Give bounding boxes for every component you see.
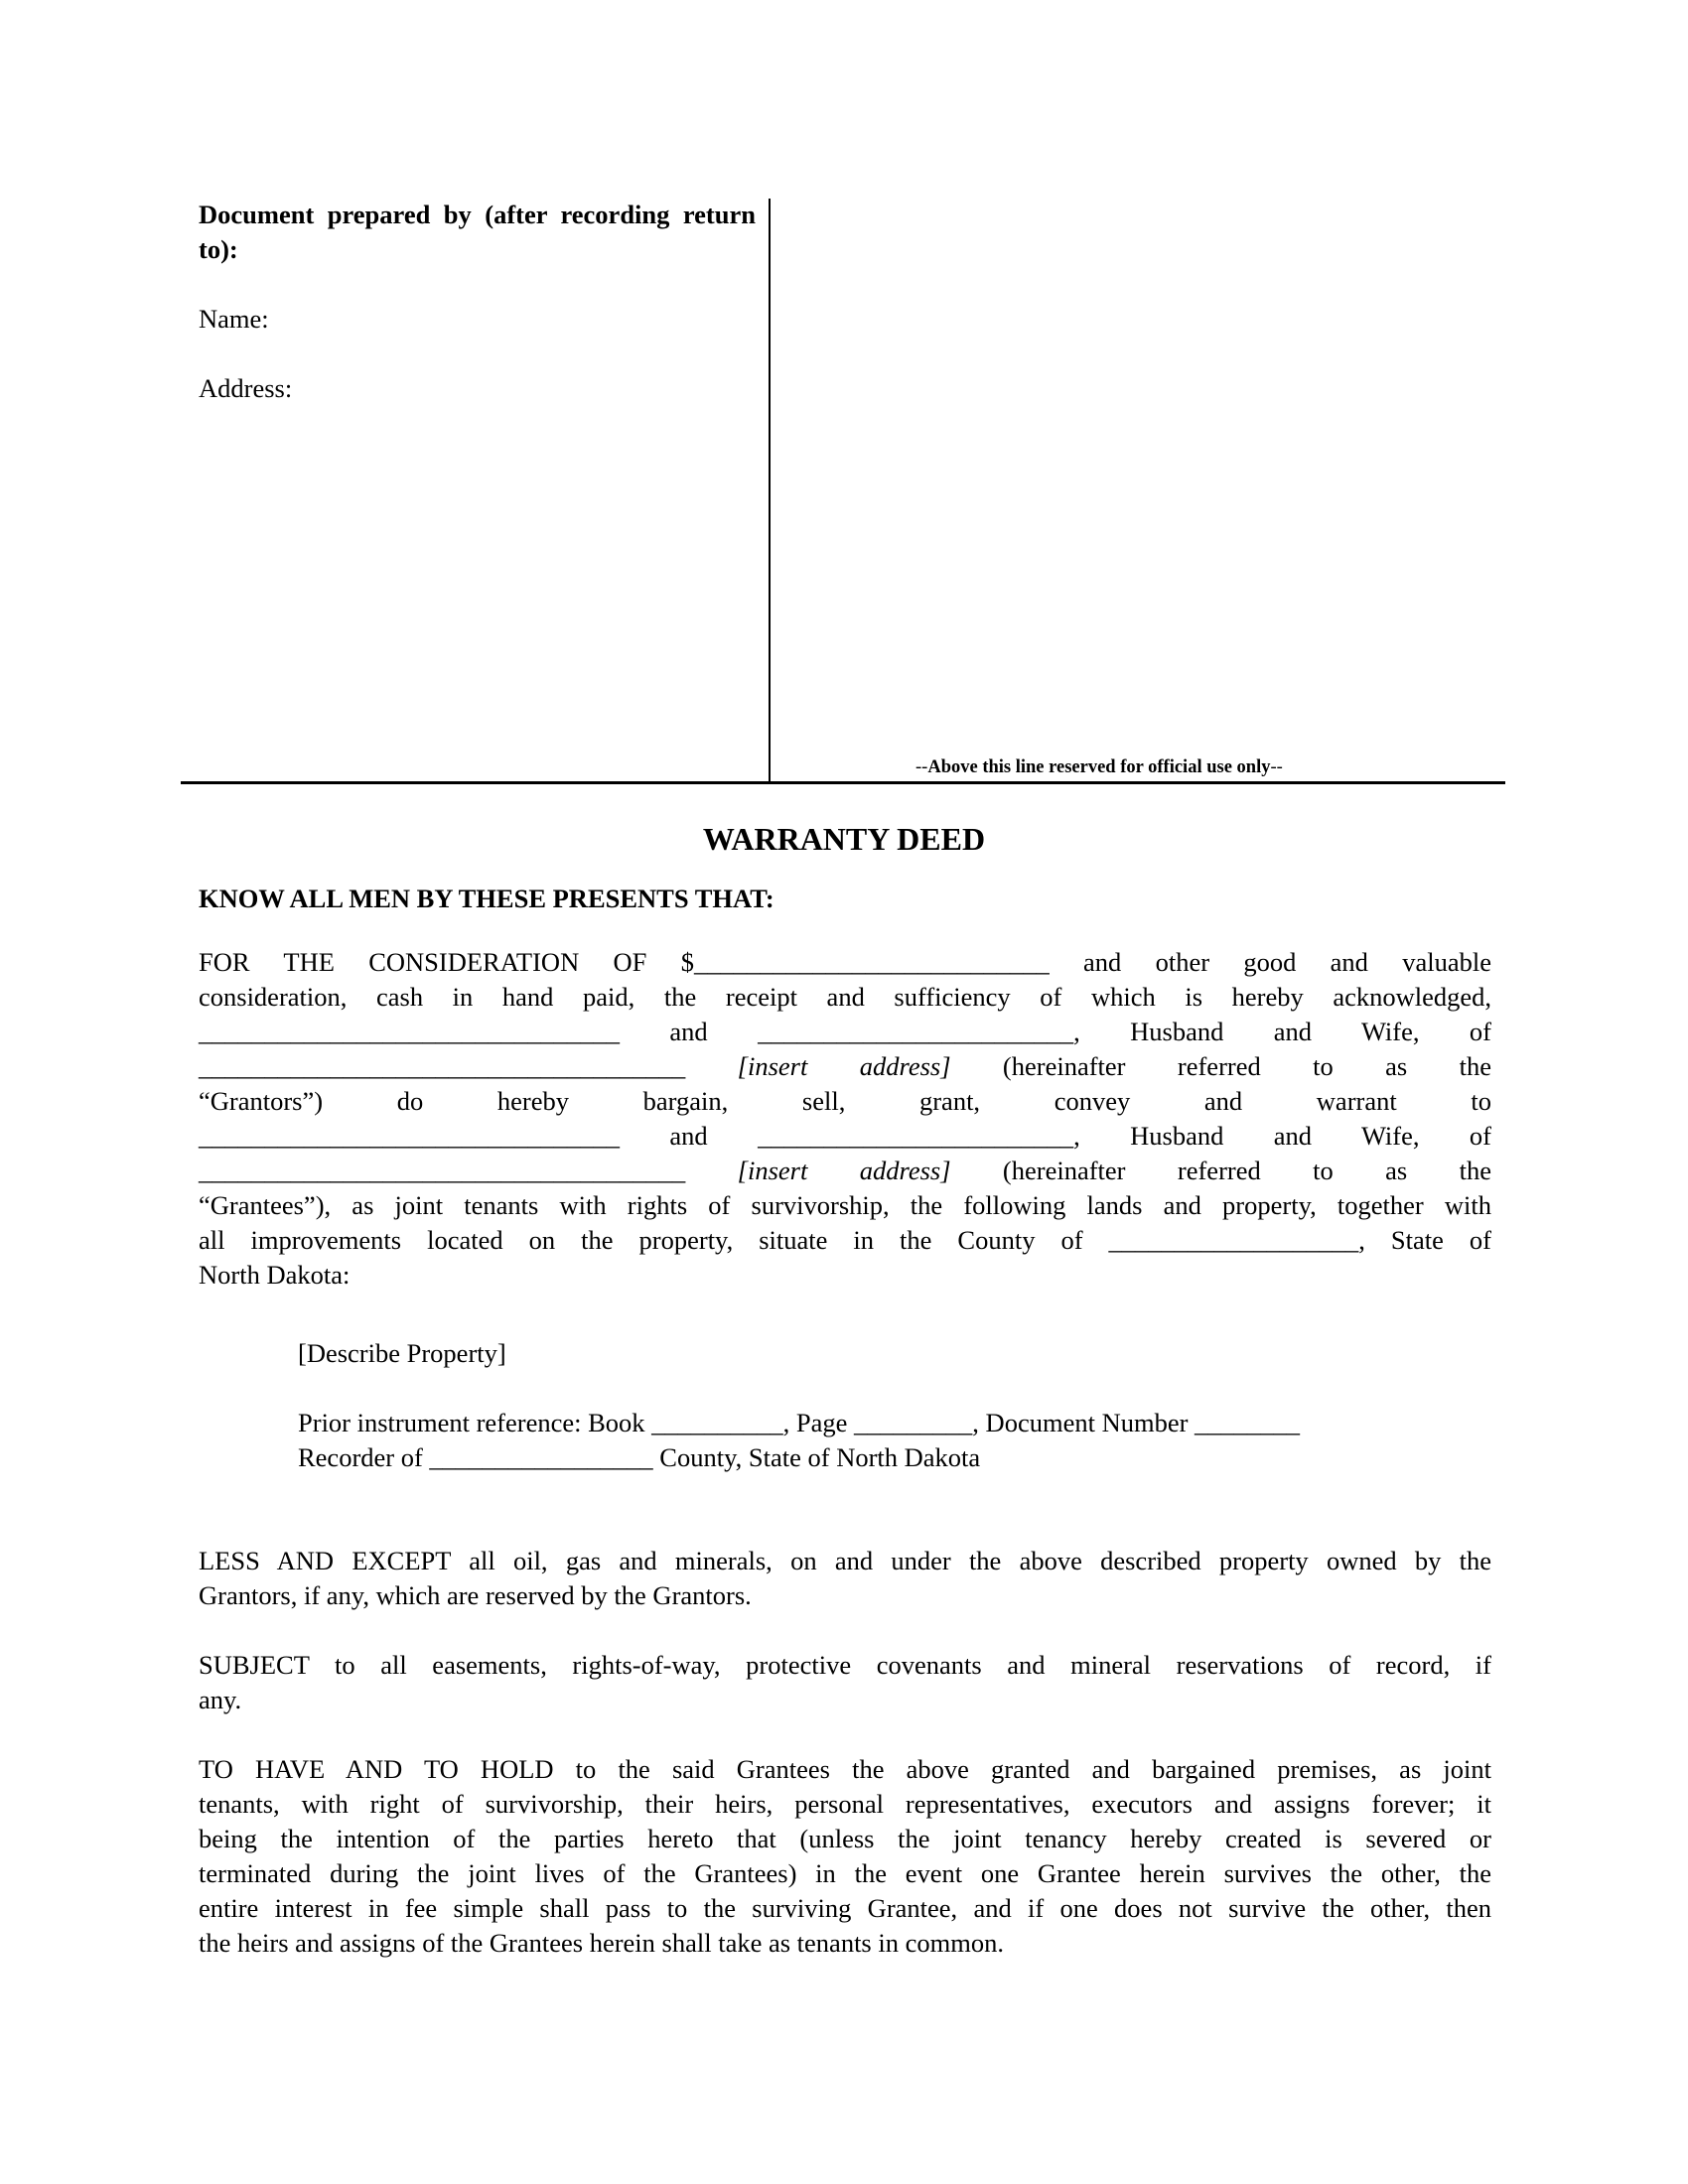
intro-heading: KNOW ALL MEN BY THESE PRESENTS THAT:: [199, 884, 774, 913]
paragraph-line: the heirs and assigns of the Grantees herein shall take as tenants in common.: [199, 1928, 1004, 1958]
address-label: Address:: [199, 373, 293, 403]
paragraph-line: SUBJECT to all easements, rights-of-way, protective covenants and mineral reservations of record, if: [199, 1650, 1491, 1680]
recorder-line: Recorder of _________________ County, State of North Dakota: [298, 1442, 981, 1472]
paragraph-line: “Grantors”) do hereby bargain, sell, grant, convey and warrant to: [199, 1086, 1491, 1116]
paragraph-line: tenants, with right of survivorship, their heirs, personal representatives, executors and assigns forever; it: [199, 1789, 1491, 1819]
document-title: WARRANTY DEED: [702, 821, 986, 857]
subject-to-paragraph: [199, 1648, 1491, 1717]
paragraph-line: ________________________________ and ________________________, Husband and Wife, of: [199, 1017, 1491, 1046]
prior-instrument-line: Prior instrument reference: Book __________, Page _________, Document Number ________: [298, 1408, 1301, 1437]
paragraph-line: all improvements located on the property, situate in the County of ___________________, State of: [199, 1225, 1491, 1255]
describe-property-placeholder: [Describe Property]: [298, 1338, 506, 1368]
paragraph-line: FOR THE CONSIDERATION OF $___________________________ and other good and valuable: [199, 947, 1491, 977]
consideration-paragraph: [199, 945, 1491, 1293]
paragraph-line: Grantors, if any, which are reserved by the Grantors.: [199, 1580, 752, 1610]
paragraph-line: North Dakota:: [199, 1260, 351, 1290]
paragraph-line: ________________________________ and ________________________, Husband and Wife, of: [199, 1121, 1491, 1151]
paragraph-line: TO HAVE AND TO HOLD to the said Grantees the above granted and bargained premises, as joint: [199, 1754, 1491, 1784]
paragraph-line: consideration, cash in hand paid, the receipt and sufficiency of which is hereby acknowledged,: [199, 982, 1491, 1012]
name-label: Name:: [199, 304, 269, 334]
paragraph-line: being the intention of the parties hereto that (unless the joint tenancy hereby created is severed or: [199, 1824, 1491, 1853]
recording-box-divider: [769, 199, 771, 784]
official-use-notice: --Above this line reserved for official use only--: [915, 757, 1283, 777]
paragraph-line: _____________________________________ [insert address] (hereinafter referred to as the: [199, 1156, 1491, 1185]
paragraph-line: “Grantees”), as joint tenants with rights of survivorship, the following lands and property, together with: [199, 1190, 1491, 1220]
official-use-line: [181, 781, 1505, 784]
paragraph-line: terminated during the joint lives of the Grantees) in the event one Grantee herein survives the other, the: [199, 1858, 1491, 1888]
paragraph-line: _____________________________________ [insert address] (hereinafter referred to as the: [199, 1051, 1491, 1081]
less-and-except-paragraph: [199, 1544, 1491, 1613]
prior-instrument-reference: [298, 1406, 1300, 1475]
habendum-paragraph: [199, 1752, 1491, 1961]
paragraph-line: any.: [199, 1685, 242, 1714]
prepared-by-label: Document prepared by (after recording return to):: [199, 200, 756, 264]
paragraph-line: entire interest in fee simple shall pass to the surviving Grantee, and if one does not survive the other, then: [199, 1893, 1491, 1923]
paragraph-line: LESS AND EXCEPT all oil, gas and minerals, on and under the above described property owned by the: [199, 1546, 1491, 1575]
